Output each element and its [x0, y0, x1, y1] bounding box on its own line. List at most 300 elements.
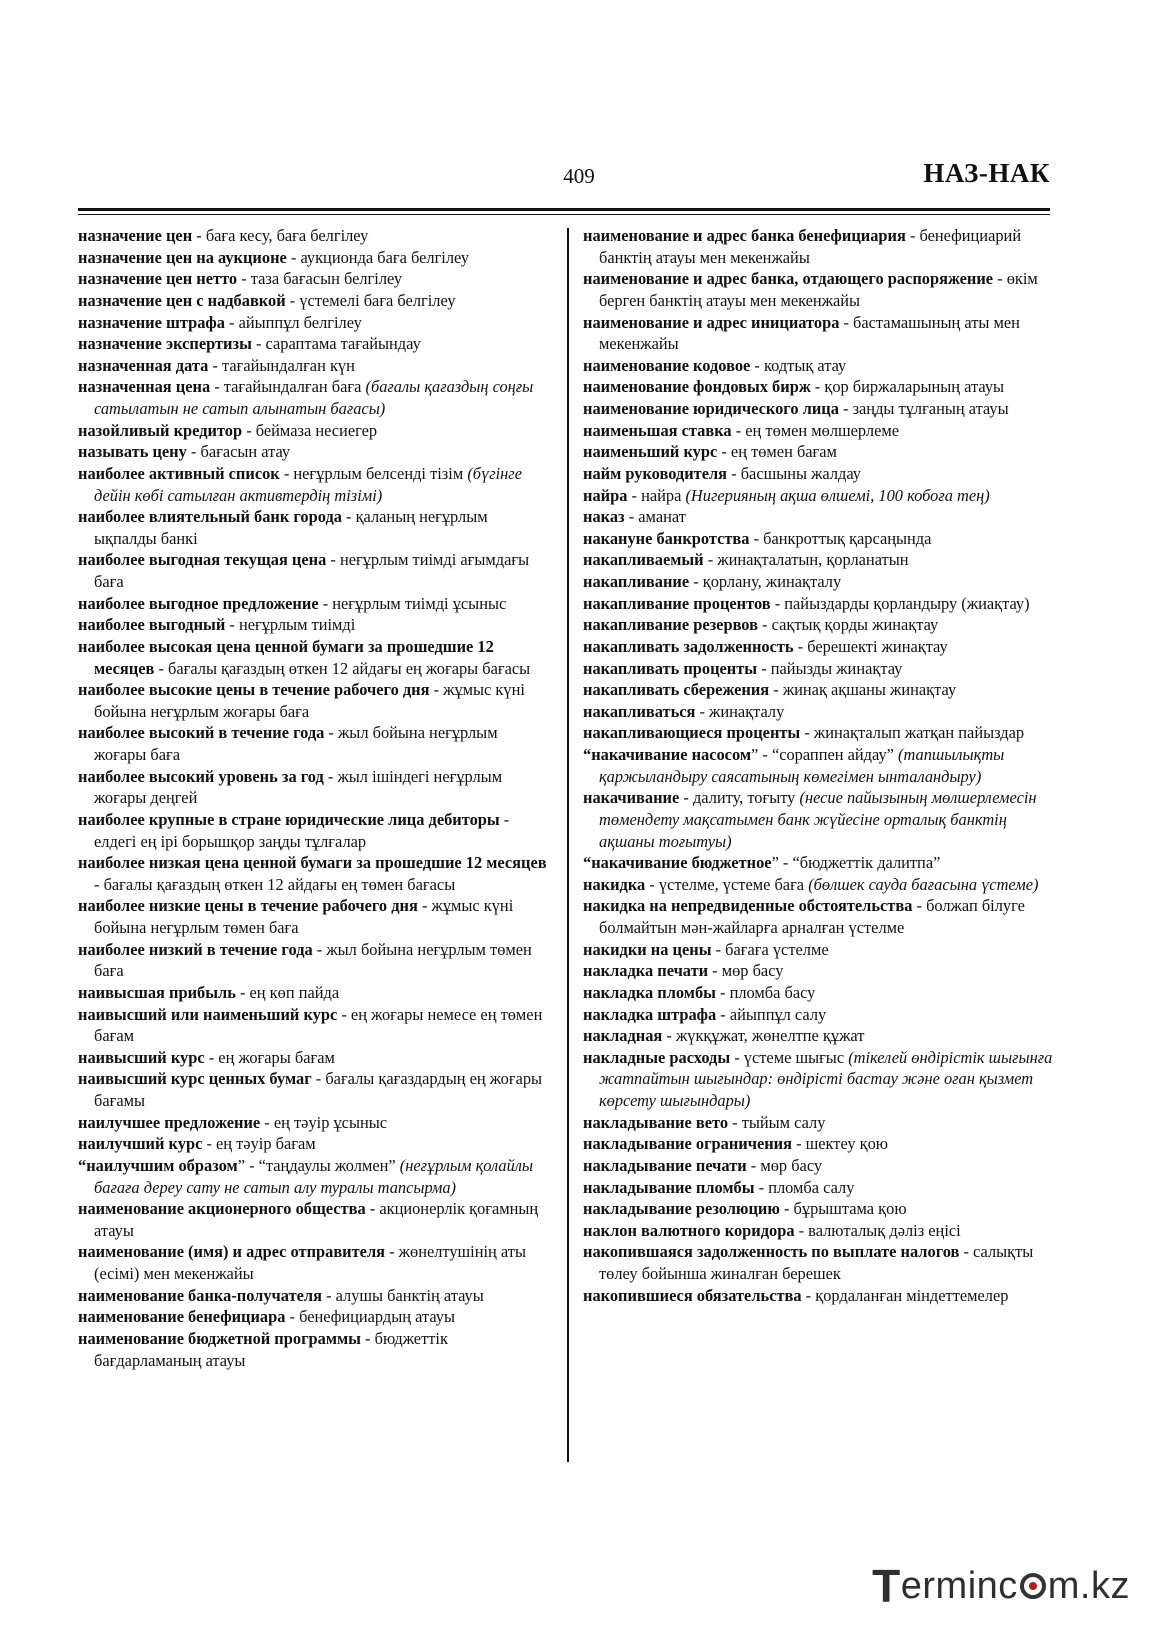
dictionary-entry [583, 1133, 1055, 1155]
dictionary-entry [78, 852, 550, 895]
dictionary-entry [583, 485, 1055, 507]
entry-separator: - [645, 874, 659, 894]
entry-definition: бағалы қағаздың өткен 12 айдағы ең төмен бағасы [103, 874, 456, 894]
entry-term: накануне банкротства [583, 528, 750, 548]
entry-definition: үстелме, үстеме баға [658, 874, 805, 894]
left-column [78, 225, 550, 1371]
entry-term: наиболее высокая цена ценной бумаги за прошедшие 12 месяцев [78, 636, 494, 678]
entry-definition: жинақталып жатқан пайыздар [813, 723, 1025, 743]
entry-term: наилучшее предложение [78, 1112, 261, 1132]
entry-term: накапливание [583, 572, 690, 591]
entry-separator: - [838, 399, 853, 418]
entry-separator: - [204, 1047, 219, 1067]
entry-separator: - [779, 1199, 794, 1219]
entry-definition: “сораппен айдау” [771, 745, 894, 764]
dictionary-entry [583, 744, 1055, 787]
entry-separator: - [624, 507, 639, 527]
entry-definition: валюталық дәліз еңісі [808, 1220, 961, 1240]
entry-definition: аманат [638, 507, 686, 527]
entry-definition: үстемелі баға белгілеу [299, 290, 456, 310]
dictionary-entry [583, 852, 1055, 874]
entry-term: накопившаяся задолженность по выплате налогов [583, 1242, 960, 1262]
page-title: НАЗ-НАК [923, 158, 1050, 188]
entry-term: наименование юридического лица [583, 399, 839, 418]
entry-separator: - [905, 226, 920, 245]
entry-term: “наилучшим образом [78, 1155, 238, 1175]
entry-definition: бұрыштама қою [793, 1199, 907, 1219]
entry-separator: - [341, 507, 356, 527]
entry-term: наиболее активный список [78, 463, 280, 483]
dictionary-entry [583, 1004, 1055, 1026]
dictionary-entry [583, 960, 1055, 982]
entry-term: назначение экспертизы [78, 334, 252, 354]
entry-term: накладывание пломбы [583, 1177, 755, 1197]
entry-term: называть цену [78, 442, 187, 462]
entry-separator: - [324, 723, 338, 743]
entry-separator: - [728, 1112, 742, 1132]
entry-definition: неғұрлым тиімді [238, 615, 356, 635]
dictionary-entry [78, 1285, 550, 1307]
entry-definition: неғұрлым тиімді ұсыныс [332, 593, 507, 613]
entry-term: наиболее низкие цены в течение рабочего дня [78, 896, 418, 916]
dictionary-entry [78, 679, 550, 722]
entry-definition: беймаза несиегер [255, 420, 378, 440]
entry-term: наивысший курс ценных бумаг [78, 1069, 312, 1089]
entry-term: наиболее выгодная текущая цена [78, 550, 327, 570]
entry-term: наивысший или наименьший курс [78, 1004, 338, 1024]
entry-term: накачивание [583, 788, 680, 808]
entry-separator: - [192, 226, 206, 245]
watermark-text-end: m.kz [1047, 1564, 1130, 1607]
dictionary-entry [583, 355, 1055, 377]
dictionary-entry [78, 225, 550, 247]
entry-separator: - [208, 355, 222, 375]
page-number: 409 [563, 164, 595, 188]
entry-separator: - [959, 1242, 974, 1262]
entry-definition: ең жоғары бағам [218, 1047, 335, 1067]
entry-term: накладка пломбы [583, 982, 716, 1002]
entry-term: накладывание ограничения [583, 1134, 792, 1154]
entry-definition: “бюджеттік далитпа” [792, 853, 941, 873]
entry-separator: - [237, 269, 251, 289]
entry-term: накладная [583, 1026, 663, 1046]
entry-term: наименование и адрес банка бенефициария [583, 226, 906, 245]
entry-separator: - [260, 1112, 274, 1132]
entry-term: накапливание резервов [583, 615, 758, 635]
entry-separator: - [279, 463, 294, 483]
entry-term: наименование кодовое [583, 355, 751, 375]
dictionary-entry [78, 1241, 550, 1284]
entry-separator: - [800, 723, 814, 743]
target-icon [1020, 1573, 1046, 1599]
dictionary-entry [78, 1068, 550, 1111]
dictionary-entry [583, 1155, 1055, 1177]
entry-term: наиболее крупные в стране юридические лица дебиторы [78, 809, 500, 829]
entry-separator: - [285, 1307, 300, 1327]
entry-separator: - [312, 939, 327, 959]
entry-definition: бенефициарий банктің атауы мен мекенжайы [599, 226, 1022, 267]
entry-term: наиболее выгодное предложение [78, 593, 319, 613]
dictionary-entry [78, 312, 550, 334]
dictionary-entry [583, 571, 1055, 593]
dictionary-entry [583, 1285, 1055, 1307]
watermark-initial: T [872, 1560, 901, 1612]
entry-definition: ең төмен мөлшерлеме [745, 420, 900, 440]
entry-separator: - [730, 1047, 744, 1067]
entry-definition: жинақталатын, қорланатын [717, 550, 909, 570]
entry-separator: - [224, 312, 239, 332]
entry-note: (бөлшек сауда бағасына үстеме) [808, 874, 1039, 894]
watermark-text-middle: erminc [900, 1564, 1018, 1607]
dictionary-entry [78, 549, 550, 592]
dictionary-entry [78, 1328, 550, 1371]
dictionary-entry [583, 701, 1055, 723]
dictionary-entry [78, 1004, 550, 1047]
dictionary-entry [583, 1241, 1055, 1284]
entry-definition: тағайындалған баға [223, 377, 362, 397]
entry-definition: жүкқұжат, жөнелтпе құжат [675, 1026, 865, 1046]
dictionary-entry [78, 355, 550, 377]
entry-definition: жұмыс күні бойына неғұрлым жоғары баға [94, 680, 525, 721]
entry-separator: - [365, 1199, 380, 1219]
entry-term: “накачивание бюджетное [583, 853, 772, 873]
entry-separator: - [749, 528, 764, 548]
entry-term: накапливающиеся проценты [583, 723, 801, 743]
dictionary-entry [583, 939, 1055, 961]
entry-definition: басшыны жалдау [740, 463, 862, 483]
dictionary-entry [78, 1112, 550, 1134]
entry-definition: қорлану, жинақталу [702, 572, 842, 591]
entry-separator: - [750, 355, 764, 375]
entry-definition: бағалы қағаздардың ең жоғары бағамы [94, 1069, 543, 1110]
dictionary-entry [583, 614, 1055, 636]
entry-note: (тікелей өндірістік шығынға жатпайтын шығындар: өндірісті бастау және оған қызмет көрсету шығындары) [599, 1047, 1053, 1110]
entry-term: накопившиеся обязательства [583, 1285, 802, 1305]
entry-term: назойливый кредитор [78, 420, 243, 440]
entry-term: наименование бюджетной программы [78, 1328, 361, 1348]
right-column [583, 225, 1055, 1306]
entry-definition: жыл ішіндегі неғұрлым жоғары деңгей [94, 766, 503, 808]
entry-separator: - [695, 701, 710, 721]
entry-note: (бүгінге дейін көбі сатылған активтердің тізімі) [94, 463, 522, 505]
entry-term: наиболее высокий уровень за год [78, 766, 324, 786]
dictionary-entry [78, 463, 550, 506]
entry-separator: - [499, 809, 510, 829]
entry-definition: сақтық қорды жинақтау [771, 615, 939, 635]
entry-definition: жөнелтушінің аты (есімі) мен мекенжайы [94, 1242, 526, 1283]
entry-definition: пломба басу [729, 982, 816, 1002]
dictionary-entry [583, 1112, 1055, 1134]
entry-separator: - [154, 658, 169, 678]
dictionary-entry [78, 268, 550, 290]
dictionary-entry [583, 268, 1055, 311]
dictionary-entry [78, 247, 550, 269]
entry-separator: - [769, 680, 783, 700]
entry-separator: - [912, 896, 927, 916]
entry-separator: - [711, 939, 726, 959]
entry-term: наиболее влиятельный банк города [78, 507, 342, 527]
entry-separator: - [993, 269, 1007, 289]
entry-separator: - [242, 420, 256, 440]
entry-definition: неғұрлым тиімді ағымдағы баға [94, 550, 530, 591]
entry-term: накапливать задолженность [583, 636, 794, 656]
entry-separator: - [385, 1242, 399, 1262]
dictionary-entry [583, 658, 1055, 680]
dictionary-entry [583, 463, 1055, 485]
dictionary-entry [78, 939, 550, 982]
entry-term: накладка печати [583, 961, 709, 981]
dictionary-entry [78, 420, 550, 442]
entry-definition: шектеу қою [805, 1134, 889, 1154]
entry-definition: мөр басу [760, 1155, 823, 1175]
dictionary-entry [583, 441, 1055, 463]
dictionary-entry [78, 1198, 550, 1241]
entry-term: накладные расходы [583, 1047, 731, 1067]
entry-term: накладка штрафа [583, 1004, 717, 1024]
entry-term: назначение цен нетто [78, 269, 238, 289]
entry-separator: - [731, 420, 746, 440]
entry-note: (бағалы қағаздың соңғы сатылатын не сатып алынатын бағасы) [94, 377, 534, 418]
entry-definition: ең тәуір бағам [216, 1134, 316, 1154]
entry-definition: елдегі ең ірі борышқор заңды тұлғалар [94, 831, 367, 851]
entry-definition: жыл бойына неғұрлым жоғары баға [94, 723, 498, 764]
entry-note: (неғұрлым қолайлы бағаға дереу сату не сатып алу туралы тапсырма) [94, 1155, 534, 1197]
entry-term: наименьший курс [583, 442, 718, 462]
dictionary-entry [78, 809, 550, 852]
entry-definition: бағасын атау [200, 442, 291, 462]
entry-term: наименование фондовых бирж [583, 377, 811, 397]
dictionary-entry [78, 376, 550, 419]
entry-separator: - [202, 1134, 216, 1154]
dictionary-entry [78, 614, 550, 636]
dictionary-entry [583, 874, 1055, 896]
entry-separator: - [794, 1220, 809, 1240]
entry-definition: салықты төлеу бойынша жиналған берешек [599, 1242, 1034, 1283]
entry-term: наивысший курс [78, 1047, 205, 1067]
entry-term: назначение цен на аукционе [78, 247, 287, 267]
entry-definition: таза бағасын белгілеу [250, 269, 403, 289]
dictionary-entry [78, 766, 550, 809]
entry-definition: бенефициардың атауы [299, 1307, 455, 1327]
dictionary-entry [583, 506, 1055, 528]
entry-term: наиболее высокий в течение года [78, 723, 325, 743]
entry-term: назначение штрафа [78, 312, 225, 332]
entry-term: накапливаемый [583, 550, 704, 570]
dictionary-entry [78, 1155, 550, 1198]
entry-note: (тапшылықты қаржыландыру саясатының көмегімен ынталандыру) [599, 745, 1005, 786]
entry-note: (несие пайызының мөлшерлемесін төмендету мақсатымен банк жүйесіне орталық банктің ақшаны тоғытуы) [599, 788, 1037, 851]
entry-term: наиболее низкая цена ценной бумаги за прошедшие 12 месяцев [78, 853, 547, 873]
entry-definition: неғұрлым белсенді тізім [293, 463, 464, 483]
entry-separator: - [186, 442, 201, 462]
entry-definition: далиту, тоғыту [692, 788, 796, 808]
entry-definition: тыйым салу [741, 1112, 826, 1132]
entry-definition: бастамашының аты мен мекенжайы [599, 312, 1020, 354]
entry-separator: - [689, 572, 703, 591]
dictionary-entry [78, 895, 550, 938]
entry-separator: - [429, 680, 444, 700]
entry-definition: бағаға үстелме [725, 939, 829, 959]
entry-term: накидки на цены [583, 939, 712, 959]
entry-definition: болжап білуге болмайтын мән-жайларға арналған үстелме [599, 896, 1025, 937]
entry-separator: - [708, 961, 722, 981]
dictionary-entry [78, 1306, 550, 1328]
entry-definition: заңды тұлғаның атауы [852, 399, 1009, 418]
entry-separator: - [235, 982, 250, 1002]
dictionary-entry [78, 441, 550, 463]
entry-separator: - [225, 615, 239, 635]
entry-definition: ең тәуір ұсыныс [273, 1112, 388, 1132]
header-rule-thin [78, 214, 1050, 215]
entry-separator: - [770, 593, 785, 613]
dictionary-entry [78, 1047, 550, 1069]
entry-term: наказ [583, 507, 625, 527]
entry-term: накладывание резолюцию [583, 1199, 780, 1219]
entry-separator: - [286, 247, 301, 267]
dictionary-entry [583, 593, 1055, 615]
dictionary-entry [78, 506, 550, 549]
entry-definition: ең төмен бағам [730, 442, 837, 462]
entry-term: наименование и адрес банка, отдающего распоряжение [583, 269, 994, 289]
entry-separator: - [679, 788, 693, 808]
watermark-logo [872, 1561, 1130, 1611]
entry-term: накидка на непредвиденные обстоятельства [583, 896, 913, 916]
entry-term: наименование бенефициара [78, 1307, 286, 1327]
entry-definition: берешекті жинақтау [807, 636, 948, 656]
entry-term: наилучший курс [78, 1134, 203, 1154]
entry-separator: - [746, 1155, 761, 1175]
entry-separator: - [754, 1177, 769, 1197]
entry-definition: пайыздарды қорландыру (жиақтау) [784, 593, 1030, 613]
entry-term: назначенная дата [78, 355, 209, 375]
entry-separator: - [716, 1004, 730, 1024]
dictionary-entry [583, 528, 1055, 550]
entry-separator: - [321, 1285, 336, 1305]
header-rule-thick [78, 208, 1050, 211]
dictionary-entry [583, 895, 1055, 938]
entry-separator: - [285, 290, 300, 310]
dictionary-entry [78, 333, 550, 355]
entry-separator: - [662, 1026, 676, 1046]
entry-definition: қор биржаларының атауы [824, 377, 1005, 397]
entry-separator: - [727, 463, 741, 483]
entry-term: найм руководителя [583, 463, 728, 483]
entry-term: “накачивание насосом [583, 745, 751, 764]
dictionary-entry [583, 1220, 1055, 1242]
entry-definition: бағалы қағаздың өткен 12 айдағы ең жоғары бағасы [168, 658, 531, 678]
entry-definition: алушы банктің атауы [335, 1285, 484, 1305]
entry-separator: ” - [237, 1155, 259, 1175]
entry-note: (Нигерияның ақша өлшемі, 100 кобоға тең) [685, 485, 990, 505]
entry-term: наклон валютного коридора [583, 1220, 795, 1240]
entry-separator: - [715, 982, 730, 1002]
entry-term: накапливать проценты [583, 658, 758, 678]
dictionary-entry [78, 722, 550, 765]
dictionary-entry [583, 679, 1055, 701]
entry-definition: қаланың неғұрлым ықпалды банкі [94, 507, 488, 548]
entry-term: наиболее низкий в течение года [78, 939, 313, 959]
entry-definition: айыппұл белгілеу [238, 312, 362, 332]
entry-definition: пломба салу [768, 1177, 855, 1197]
entry-separator: - [791, 1134, 806, 1154]
entry-definition: баға кесу, баға белгілеу [205, 226, 369, 245]
entry-term: наименование банка-получателя [78, 1285, 322, 1305]
dictionary-entry [583, 722, 1055, 744]
column-divider [567, 228, 569, 1462]
entry-separator: - [210, 377, 224, 397]
dictionary-entry [583, 787, 1055, 852]
entry-definition: банкроттық қарсаңында [763, 528, 932, 548]
entry-term: назначенная цена [78, 377, 211, 397]
entry-separator: - [801, 1285, 816, 1305]
dictionary-entry [78, 982, 550, 1004]
entry-term: наиболее высокие цены в течение рабочего дня [78, 680, 430, 700]
entry-definition: кодтық атау [763, 355, 847, 375]
entry-definition: тағайындалған күн [221, 355, 355, 375]
entry-separator: - [251, 334, 266, 354]
entry-separator: - [839, 312, 854, 332]
entry-term: накладывание печати [583, 1155, 747, 1175]
dictionary-entry [583, 1177, 1055, 1199]
entry-term: накапливаться [583, 701, 696, 721]
entry-definition: акционерлік қоғамның атауы [94, 1199, 539, 1240]
entry-definition: ең көп пайда [249, 982, 340, 1002]
entry-definition: жинақталу [709, 701, 785, 721]
entry-separator: - [757, 615, 772, 635]
dictionary-entry [78, 636, 550, 679]
entry-definition: қордаланған міндеттемелер [815, 1285, 1009, 1305]
entry-separator: - [337, 1004, 351, 1024]
dictionary-entry [583, 549, 1055, 571]
dictionary-entry [583, 376, 1055, 398]
dictionary-entry [583, 420, 1055, 442]
entry-definition: мөр басу [721, 961, 784, 981]
entry-separator: - [323, 766, 338, 786]
entry-separator: - [703, 550, 718, 570]
entry-separator: - [311, 1069, 326, 1089]
entry-separator: - [417, 896, 432, 916]
dictionary-entry [583, 1047, 1055, 1112]
entry-separator: - [326, 550, 340, 570]
entry-separator: - [318, 593, 333, 613]
entry-definition: бюджеттік бағдарламаның атауы [94, 1328, 448, 1370]
entry-separator: - [717, 442, 731, 462]
entry-definition: үстеме шығыс [743, 1047, 845, 1067]
entry-term: наивысшая прибыль [78, 982, 236, 1002]
dictionary-entry [78, 593, 550, 615]
dictionary-entry [78, 1133, 550, 1155]
entry-definition: жыл бойына неғұрлым төмен баға [94, 939, 532, 981]
entry-term: назначение цен [78, 226, 193, 245]
entry-term: наименование акционерного общества [78, 1199, 366, 1219]
entry-separator: - [94, 874, 104, 894]
dictionary-entry [78, 290, 550, 312]
dictionary-entry [583, 982, 1055, 1004]
entry-separator: - [627, 485, 642, 505]
dictionary-entry [583, 225, 1055, 268]
entry-definition: “таңдаулы жолмен” [258, 1155, 396, 1175]
entry-term: наименование и адрес инициатора [583, 312, 840, 332]
entry-definition: аукционда баға белгілеу [300, 247, 470, 267]
entry-term: накидка [583, 874, 646, 894]
entry-definition: жұмыс күні бойына неғұрлым төмен баға [94, 896, 514, 937]
dictionary-entry [583, 636, 1055, 658]
dictionary-entry [583, 312, 1055, 355]
entry-term: накапливать сбережения [583, 680, 770, 700]
entry-definition: сараптама тағайындау [265, 334, 421, 354]
entry-term: наименование (имя) и адрес отправителя [78, 1242, 386, 1262]
dictionary-entry [583, 398, 1055, 420]
